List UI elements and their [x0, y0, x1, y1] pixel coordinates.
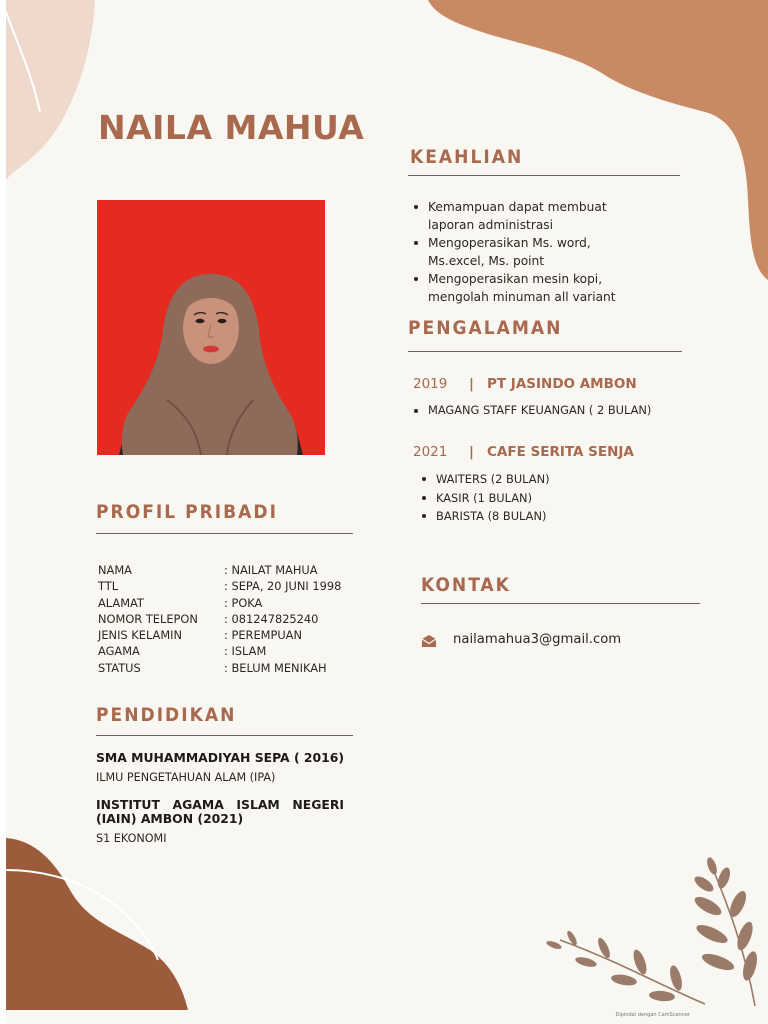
experience-year: 2021 [413, 444, 448, 460]
profile-label: AGAMA [98, 644, 140, 659]
scanner-credit: Dipindai dengan CamScanner [615, 1012, 690, 1018]
experience-year: 2019 [413, 376, 448, 392]
education-divider [96, 735, 353, 736]
education-section-title: PENDIDIKAN [96, 704, 237, 726]
profile-row [98, 643, 368, 659]
contact-email[interactable]: nailamahua3@gmail.com [453, 632, 622, 647]
experience-entry-heading [413, 376, 637, 392]
top-left-blob [6, 0, 95, 180]
profile-label: STATUS [98, 660, 141, 675]
profile-divider [96, 533, 353, 534]
bottom-left-blob [6, 838, 188, 1010]
profile-value: : POKA [224, 595, 263, 610]
profile-label: JENIS KELAMIN [98, 628, 183, 643]
profile-value: : SEPA, 20 JUNI 1998 [224, 579, 342, 594]
skills-section-title: KEAHLIAN [410, 146, 524, 168]
contact-section-title: KONTAK [421, 574, 511, 596]
resume-name: NAILA MAHUA [98, 108, 365, 147]
profile-value: : 081247825240 [224, 611, 319, 626]
experience-company: PT JASINDO AMBON [487, 376, 637, 392]
profile-row [98, 595, 368, 611]
profile-table [98, 562, 368, 676]
profile-label: ALAMAT [98, 595, 144, 610]
experience-entry-heading [413, 444, 634, 460]
envelope-icon [421, 634, 437, 648]
profile-label: TTL [98, 579, 119, 594]
duty-item: BARISTA (8 BULAN) [420, 507, 700, 526]
skills-list [412, 198, 712, 306]
experience-divider [408, 351, 682, 352]
profile-section-title: PROFIL PRIBADI [96, 501, 278, 523]
experience-separator: | [469, 376, 474, 392]
experience-separator: | [469, 444, 474, 460]
skills-divider [408, 175, 680, 176]
education-school: SMA MUHAMMADIYAH SEPA ( 2016) [96, 750, 345, 765]
profile-label: NAMA [98, 563, 132, 577]
profile-row [98, 611, 368, 627]
skill-item: Mengoperasikan mesin kopi, mengolah minuman all variant [412, 270, 712, 306]
profile-row [98, 562, 368, 578]
profile-photo [97, 200, 325, 455]
leaves-illustration [545, 856, 759, 1006]
profile-row [98, 627, 368, 643]
duty-item: MAGANG STAFF KEUANGAN ( 2 BULAN) [412, 402, 712, 418]
experience-duties [420, 470, 700, 526]
profile-row [98, 578, 368, 594]
profile-row [98, 660, 368, 676]
profile-value: : NAILAT MAHUA [224, 563, 318, 577]
duty-item: KASIR (1 BULAN) [420, 489, 700, 508]
skill-item: Mengoperasikan Ms. word, Ms.excel, Ms. point [412, 234, 712, 270]
education-detail: ILMU PENGETAHUAN ALAM (IPA) [96, 771, 276, 784]
experience-company: CAFE SERITA SENJA [487, 444, 634, 460]
duty-item: WAITERS (2 BULAN) [420, 470, 700, 489]
profile-value: : ISLAM [224, 644, 267, 659]
experience-section-title: PENGALAMAN [408, 317, 563, 339]
education-school: INSTITUT AGAMA ISLAM NEGERI (IAIN) AMBON (2021) [96, 797, 344, 826]
profile-label: NOMOR TELEPON [98, 611, 198, 626]
person-portrait [97, 200, 325, 455]
skill-item: Kemampuan dapat membuat laporan administrasi [412, 198, 712, 234]
education-detail: S1 EKONOMI [96, 832, 167, 845]
profile-value: : BELUM MENIKAH [224, 660, 327, 675]
experience-duties [412, 402, 712, 418]
profile-value: : PEREMPUAN [224, 628, 302, 643]
contact-divider [421, 603, 700, 604]
